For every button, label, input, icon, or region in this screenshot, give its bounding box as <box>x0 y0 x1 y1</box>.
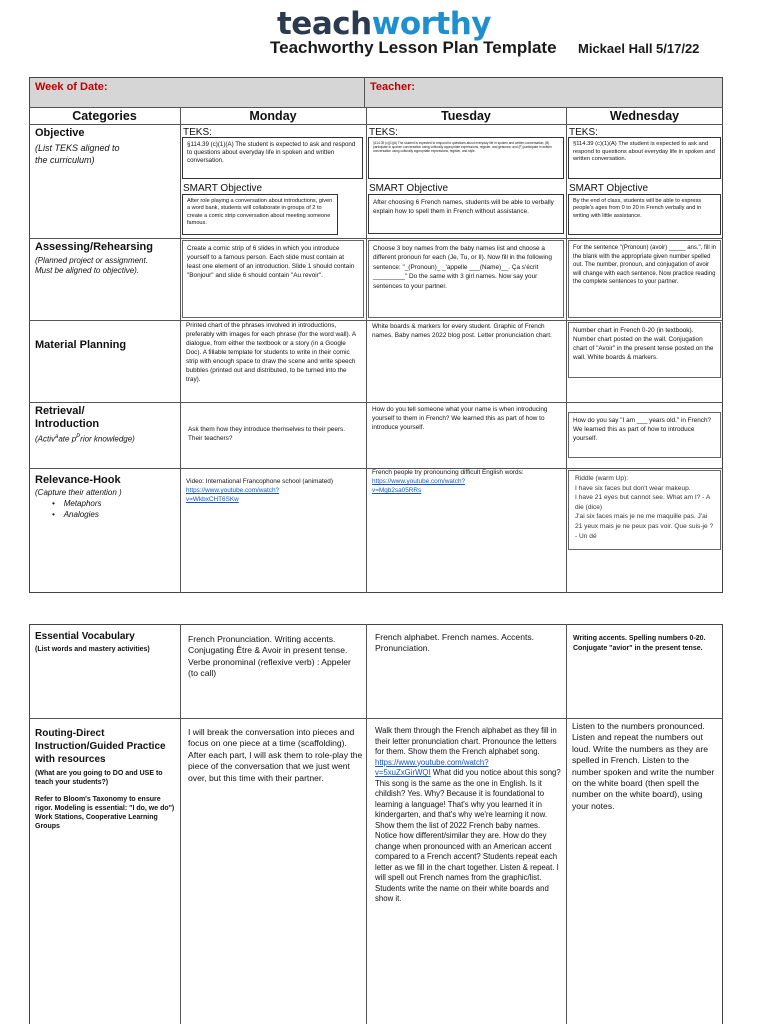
tuesday-video-link[interactable]: https://www.youtube.com/watch? v=Mgb2sa05RRs <box>372 478 466 494</box>
monday-assessing-box: Create a comic strip of 6 slides in which you introduce yourself to a famous person. Each slide must contain at least one element of an introduction. Slide 1 should contain "Bonjour" and slide 6 should contain "Au revoir". <box>182 240 364 318</box>
retrieval-title: Retrieval/ Introduction <box>35 405 100 430</box>
tuesday-vocab: French alphabet. French names. Accents. Pronunciation. <box>375 632 535 654</box>
wednesday-material-box: Number chart in French 0-20 (in textbook). Number chart posted on the wall. Conjugation chart of "Avoir" in the present tense posted on the wall. White boards & markers. <box>568 322 721 378</box>
col-monday: Monday <box>249 109 297 123</box>
teacher-label: Teacher: <box>370 81 416 93</box>
routing-title: Routing-Direct Instruction/Guided Practice with resources <box>35 728 166 765</box>
monday-relevance: Video: International Francophone school (animated) https://www.youtube.com/watch? v=WkbxCHT6SKw <box>186 478 333 503</box>
monday-routing: I will break the conversation into pieces and focus on one piece at a time (scaffolding). After each part, I will ask them to role-play the piece of the conversation that we just went over, but this time with their partner. <box>188 727 363 783</box>
wednesday-smart-label: SMART Objective <box>569 183 649 194</box>
routing-sub-1: (What are you going to DO and USE to teach your students?) <box>35 770 163 786</box>
alphabet-song-link[interactable]: https://www.youtube.com/watch? v=5xuZxGirWQI <box>375 757 489 777</box>
monday-smart-box: After role playing a conversation about introductions, given a word bank, students will collaborate in groups of 2 to create a comic strip conversation about meeting someone famous. <box>182 194 338 235</box>
wednesday-vocab: Writing accents. Spelling numbers 0-20. Conjugate "avior" in the present tense. <box>573 635 706 652</box>
monday-teks-label: TEKS: <box>183 127 212 138</box>
bullet-metaphors: • Metaphors <box>52 499 102 508</box>
wednesday-routing: Listen to the numbers pronounced. Listen and repeat the numbers out loud. Write the numbers as they are spelled in French. Listen to the number spoken and write the number on the white board (then spell the number on the white board), using your notes. <box>572 721 715 811</box>
wednesday-retrieval-box: How do you say "I am ___ years old." in French? We learned this as part of how to introduce yourself. <box>568 412 721 458</box>
logo-accent: worthy <box>371 6 492 42</box>
wednesday-teks-box: §114.39 (c)(1)(A) The student is expected to ask and respond to questions about everyday life in spoken and written conversation. <box>568 137 721 179</box>
tuesday-teks-box: §114.39 (c)(1)(A) The student is expected to respond to questions about everyday life in spoken and written conversation; (B) participate in spoken conversation using culturally appropriate expressions, register, and gestures; and (F) participate in written conversation using culturally appropriate expressions, register, and style. <box>368 137 564 179</box>
tuesday-routing: Walk them through the French alphabet as they fill in their letter pronunciation chart. Pronounce the letters for them. Show them the French alphabet song. https://www.youtube.com/watch? v=5xuZxGirWQI What did you notice about this song? This song is the same as the one in English. Is it childish? Yes. Why? Because it is foundational to learning a language! That's why you learned it in kindergarten, and that's why we're learning it now. Show them the list of 2022 French baby names. Notice how different/similar they are. How do they change when pronounced with an American accent compared to a French accent? Students repeat each letter as we fill in the chart together. Listen & repeat. I will spell out French names from the graphic/list. Students write the name on their white boards and show it. <box>375 726 561 903</box>
tuesday-smart-label: SMART Objective <box>369 183 449 194</box>
author-date: Mickael Hall 5/17/22 <box>578 41 700 56</box>
wednesday-teks-label: TEKS: <box>569 127 598 138</box>
monday-video-link[interactable]: https://www.youtube.com/watch? v=WkbxCHT6SKw <box>186 487 280 503</box>
monday-retrieval: Ask them how they introduce themselves to their peers. Their teachers? <box>188 426 346 442</box>
wednesday-relevance-box: Riddle (warm Up): I have six faces but don't wear makeup. I have 21 eyes but cannot see. What am I? - A die (dice) J'ai six faces mais je ne me maquille pas. J'ai 21 yeux mais je ne peux pas voir. Que suis-je ? - Un dé <box>568 470 721 550</box>
tuesday-teks-label: TEKS: <box>369 127 398 138</box>
monday-smart-label: SMART Objective <box>183 183 263 194</box>
teachworthy-logo <box>0 6 768 42</box>
col-tuesday: Tuesday <box>441 109 491 123</box>
tuesday-assessing-box: Choose 3 boy names from the baby names list and choose a different pronoun for each (Je, Tu, or Il). Now fill in the following sentence: "_(Pronoun)_ _'appelle ___(Name)__. Ça s'écrit _________" Do the same with 3 girl names. Now say your sentences to your partner. <box>368 240 564 318</box>
material-planning-title: Material Planning <box>35 339 127 351</box>
essential-vocabulary-sub: (List words and mastery activities) <box>35 646 150 653</box>
assessing-sub: (Planned project or assignment. Must be aligned to objective). <box>35 256 148 275</box>
tuesday-relevance: French people try pronouncing difficult English words: https://www.youtube.com/watch? v=Mgb2sa05RRs <box>372 469 524 494</box>
relevance-sub: (Capture their attention ) <box>35 488 122 497</box>
monday-teks-box: §114.39 (c)(1)(A) The student is expected to ask and respond to questions about everyday life in spoken and written conversation. <box>182 137 363 179</box>
week-of-date-label: Week of Date: <box>35 81 108 93</box>
objective-title: Objective <box>35 127 85 139</box>
assessing-title: Assessing/Rehearsing <box>35 241 153 253</box>
essential-vocabulary-title: Essential Vocabulary <box>35 631 135 642</box>
wednesday-smart-box: By the end of class, students will be able to express people's ages from 0 to 20 in French verbally and in writing with little assistance. <box>568 194 721 235</box>
retrieval-sub: (Activ$^a$ate $p^Prior$ knowledge) <box>35 434 135 444</box>
tuesday-material: White boards & markers for every student. Graphic of French names. Baby names 2022 blog post. Letter pronunciation chart. <box>372 323 552 339</box>
tuesday-smart-box: After choosing 6 French names, students will be able to verbally explain how to spell them in French without assistance. <box>368 194 564 234</box>
bullet-analogies: • Analogies <box>52 510 99 519</box>
relevance-hook-title: Relevance-Hook <box>35 474 121 486</box>
col-categories: Categories <box>72 109 137 123</box>
routing-sub-2: Refer to Bloom's Taxonomy to ensure rigor. Modeling is essential: "I do, we do") Work Stations, Cooperative Learning Groups <box>35 796 175 830</box>
monday-material: Printed chart of the phrases involved in introductions, preferably with images for each phrase (for the word wall). A dialogue, from either the textbook or a story (in a Google Doc). A fillable template for students to write in their comic strip with enough space to draw the scene and write speech bubbles (printed out and distributed, to be turned into the tray). <box>186 322 356 383</box>
monday-vocab: French Pronunciation. Writing accents. Conjugating Être & Avoir in present tense. Verbe pronominal (reflexive verb) : Appeler (to call) <box>188 634 351 679</box>
page-title: Teachworthy Lesson Plan Template <box>270 38 557 57</box>
objective-sub: (List TEKS aligned to the curriculum) <box>35 143 120 165</box>
wednesday-assessing-box: For the sentence "(Pronoun) (avoir) _____ ans.", fill in the blank with the appropriate given number spelled out. The number, pronoun, and conjugation of avoir will change with each sentence. Now practice reading the complete sentences to your partner. <box>568 240 721 318</box>
logo-main: teach <box>276 6 372 42</box>
col-wednesday: Wednesday <box>609 109 680 123</box>
tuesday-retrieval: How do you tell someone what your name is when introducing yourself to them in French? We learned this as part of how to introduce yourself. <box>372 406 548 431</box>
